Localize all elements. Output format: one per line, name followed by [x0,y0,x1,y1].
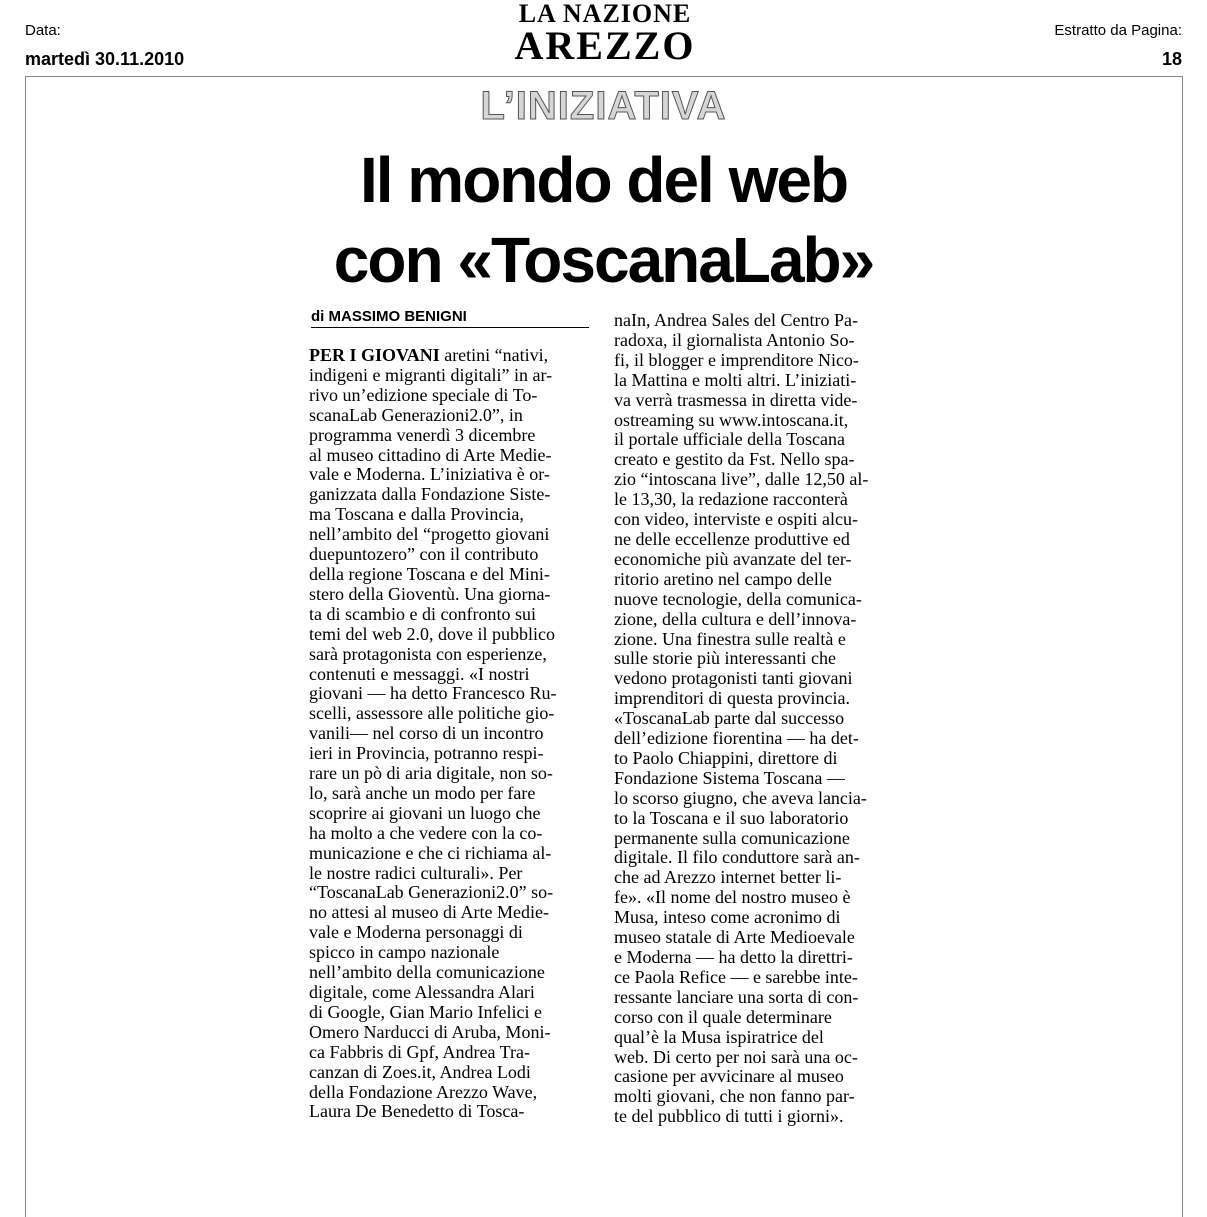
masthead-newspaper: LA NAZIONE [518,0,692,28]
column-2-text: naIn, Andrea Sales del Centro Pa- radoxa, il giornalista Antonio So- fi, il blogger e imprenditore Nico- la Mattina e molti altri. L’iniziati- va verrà trasmessa in diretta vide- ostreaming su www.intoscana.it, il portale ufficiale della Toscana creato e gestito da Fst. Nello spa- zio “intoscana live”, dalle 12,50 al- le 13,30, la redazione racconterà con video, interviste e ospiti alcu- ne delle eccellenze produttive ed economiche più avanzate del ter- ritorio aretino nel campo delle nuove tecnologie, della comunica- zione, della cultura e dell’innova- zione. Una finestra sulle realtà e sulle storie più interessanti che vedono protagonisti tanti giovani imprenditori di questa provincia. «ToscanaLab parte dal successo dell’edizione fiorentina — ha det- to Paolo Chiappini, direttore di Fondazione Sistema Toscana — lo scorso giugno, che aveva lancia- to la Toscana e il suo laboratorio permanente sulla comunicazione digitale. Il filo conduttore sarà an- che ad Arezzo internet better li- fe». «Il nome del nostro museo è Musa, inteso come acronimo di museo statale di Arte Medioevale e Moderna — ha detto la direttri- ce Paola Refice — e sarebbe inte- ressante lanciare una sorta di con- corso con il quale determinare qual’è la Musa ispiratrice del web. Di certo per noi sarà una oc- casione per avvicinare al museo molti giovani, che non fanno par- te del pubblico di tutti i giorni». [614,310,869,1127]
article-title [0,140,1207,300]
title-line-2: con «ToscanaLab» [333,224,874,296]
masthead-edition: AREZZO [514,23,696,68]
article-kicker: L’INIZIATIVA [480,84,727,128]
article-column-1 [309,346,591,1122]
date-label: Data: [25,22,61,39]
page-header [1054,22,1182,70]
date-header [25,22,184,70]
article-column-2 [614,311,896,1127]
column-1-text: aretini “nativi, indigeni e migranti digitali” in ar- rivo un’edizione speciale di To- scanaLab Generazioni2.0”, in programma venerdì 3 dicembre al museo cittadino di Arte Medie- vale e Moderna. L’iniziativa è or- ganizzata dalla Fondazione Siste- ma Toscana e dalla Provincia, nell’ambito del “progetto giovani duepuntozero” con il contributo della regione Toscana e del Mini- stero della Gioventù. Una giorna- ta di scambio e di confronto sui temi del web 2.0, dove il pubblico sarà protagonista con esperienze, contenuti e messaggi. «I nostri giovani — ha detto Francesco Ru- scelli, assessore alle politiche gio- vanili— nel corso di un incontro ieri in Provincia, potranno respi- rare un pò di aria digitale, non so- lo, sarà anche un modo per fare scoprire ai giovani un luogo che ha molto a che vedere con la co- municazione e che ci richiama al- le nostre radici culturali». Per “ToscanaLab Generazioni2.0” so- no attesi al museo di Arte Medie- vale e Moderna personaggi di spicco in campo nazionale nell’ambito della comunicazione digitale, come Alessandra Alari di Google, Gian Mario Infelici e Omero Narducci di Aruba, Moni- ca Fabbris di Gpf, Andrea Tra- canzan di Zoes.it, Andrea Lodi della Fondazione Arezzo Wave, Laura De Benedetto di Tosca- [309,345,557,1122]
page-label: Estratto da Pagina: [1054,22,1182,39]
date-value: martedì 30.11.2010 [25,49,185,69]
masthead [460,0,750,66]
article-byline: di MASSIMO BENIGNI [311,308,589,328]
title-line-1: Il mondo del web [359,144,848,216]
page-number: 18 [1161,49,1182,69]
article-lead: PER I GIOVANI [309,345,440,365]
